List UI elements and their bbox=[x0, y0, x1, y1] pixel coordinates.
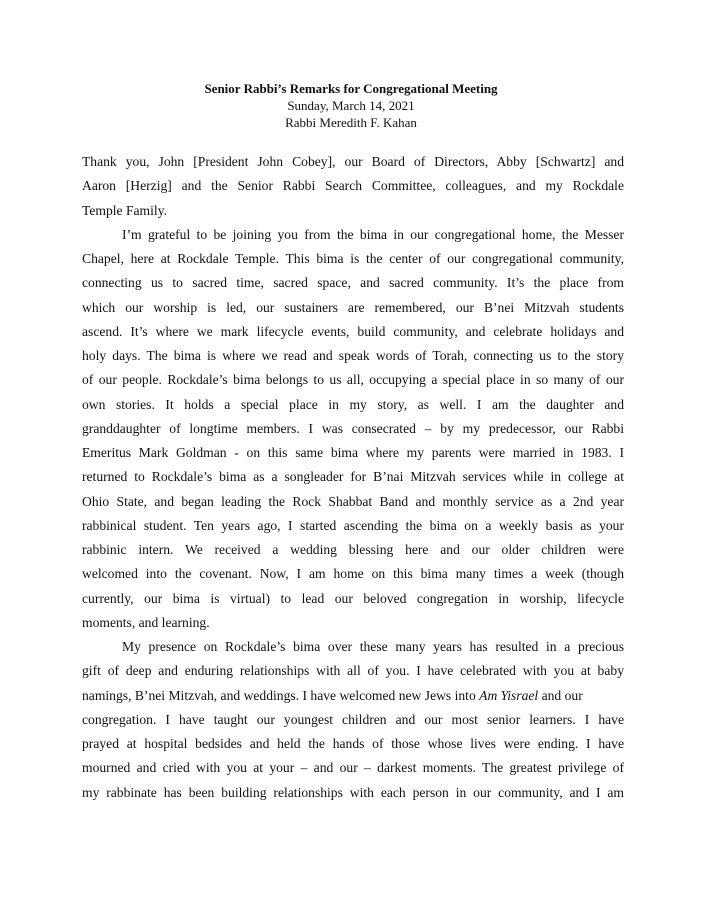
text-line: own stories. It holds a special place in my story, as well. I am the daughter and bbox=[82, 396, 624, 412]
text-line: My presence on Rockdale’s bima over these many years has resulted in a precious bbox=[122, 639, 624, 654]
document-title: Senior Rabbi’s Remarks for Congregational Meeting bbox=[204, 81, 498, 96]
text-line: rabbinical student. Ten years ago, I started ascending the bima on a weekly basis as your bbox=[82, 517, 624, 533]
document-date: Sunday, March 14, 2021 bbox=[287, 98, 415, 113]
text-line: moments, and learning. bbox=[82, 614, 210, 630]
text-line: ascend. It’s where we mark lifecycle events, build community, and celebrate holidays and bbox=[82, 323, 624, 339]
text-line: returned to Rockdale’s bima as a songleader for B’nai Mitzvah services while in college at bbox=[82, 469, 624, 485]
text-line: prayed at hospital bedsides and held the hands of those whose lives were ending. I have bbox=[82, 736, 624, 751]
italic-term: Am Yisrael bbox=[479, 687, 539, 703]
text-fragment: and our bbox=[538, 687, 583, 703]
text-fragment: namings, B’nei Mitzvah, and weddings. I have welcomed new Jews into bbox=[82, 687, 480, 703]
paragraph-bima bbox=[82, 223, 624, 635]
text-line: gift of deep and enduring relationships with all of you. I have celebrated with you at baby bbox=[82, 663, 624, 679]
text-line: welcomed into the covenant. Now, I am home on this bima many times a week (though bbox=[82, 566, 624, 582]
text-line: currently, our bima is virtual) to lead our beloved congregation in worship, lifecycle bbox=[82, 590, 624, 606]
text-line: of our people. Rockdale’s bima belongs to us all, occupying a special place in so many of our bbox=[82, 372, 624, 388]
paragraph-opening bbox=[82, 150, 624, 223]
text-line: mourned and cried with you at your – and our – darkest moments. The greatest privilege of bbox=[82, 760, 624, 776]
text-line: I’m grateful to be joining you from the bima in our congregational home, the Messer bbox=[122, 226, 624, 242]
text-line: holy days. The bima is where we read and speak words of Torah, connecting us to the story bbox=[82, 348, 624, 363]
document-header bbox=[0, 80, 702, 131]
text-line: Aaron [Herzig] and the Senior Rabbi Search Committee, colleagues, and my Rockdale bbox=[82, 178, 624, 194]
document-body bbox=[82, 150, 624, 805]
text-line: my rabbinate has been building relationships with each person in our community, and I am bbox=[82, 784, 624, 800]
text-line: Ohio State, and began leading the Rock Shabbat Band and monthly service as a 2nd year bbox=[82, 493, 624, 509]
paragraph-relationships bbox=[82, 635, 624, 805]
text-line: granddaughter of longtime members. I was consecrated – by my predecessor, our Rabbi bbox=[82, 420, 624, 436]
text-line: rabbinic intern. We received a wedding blessing here and our older children were bbox=[82, 542, 624, 557]
text-line: Thank you, John [President John Cobey], our Board of Directors, Abby [Schwartz] and bbox=[82, 154, 624, 169]
text-line: Emeritus Mark Goldman - on this same bima where my parents were married in 1983. I bbox=[82, 445, 624, 460]
text-line: Temple Family. bbox=[82, 202, 167, 218]
text-line: connecting us to sacred time, sacred space, and sacred community. It’s the place from bbox=[82, 275, 624, 291]
text-line: which our worship is led, our sustainers are remembered, our B’nei Mitzvah students bbox=[82, 299, 624, 315]
text-line: congregation. I have taught our youngest children and our most senior learners. I have bbox=[82, 711, 624, 727]
document-author: Rabbi Meredith F. Kahan bbox=[285, 115, 417, 130]
text-line-mixed bbox=[82, 684, 624, 708]
text-line: Chapel, here at Rockdale Temple. This bima is the center of our congregational community, bbox=[82, 251, 624, 266]
